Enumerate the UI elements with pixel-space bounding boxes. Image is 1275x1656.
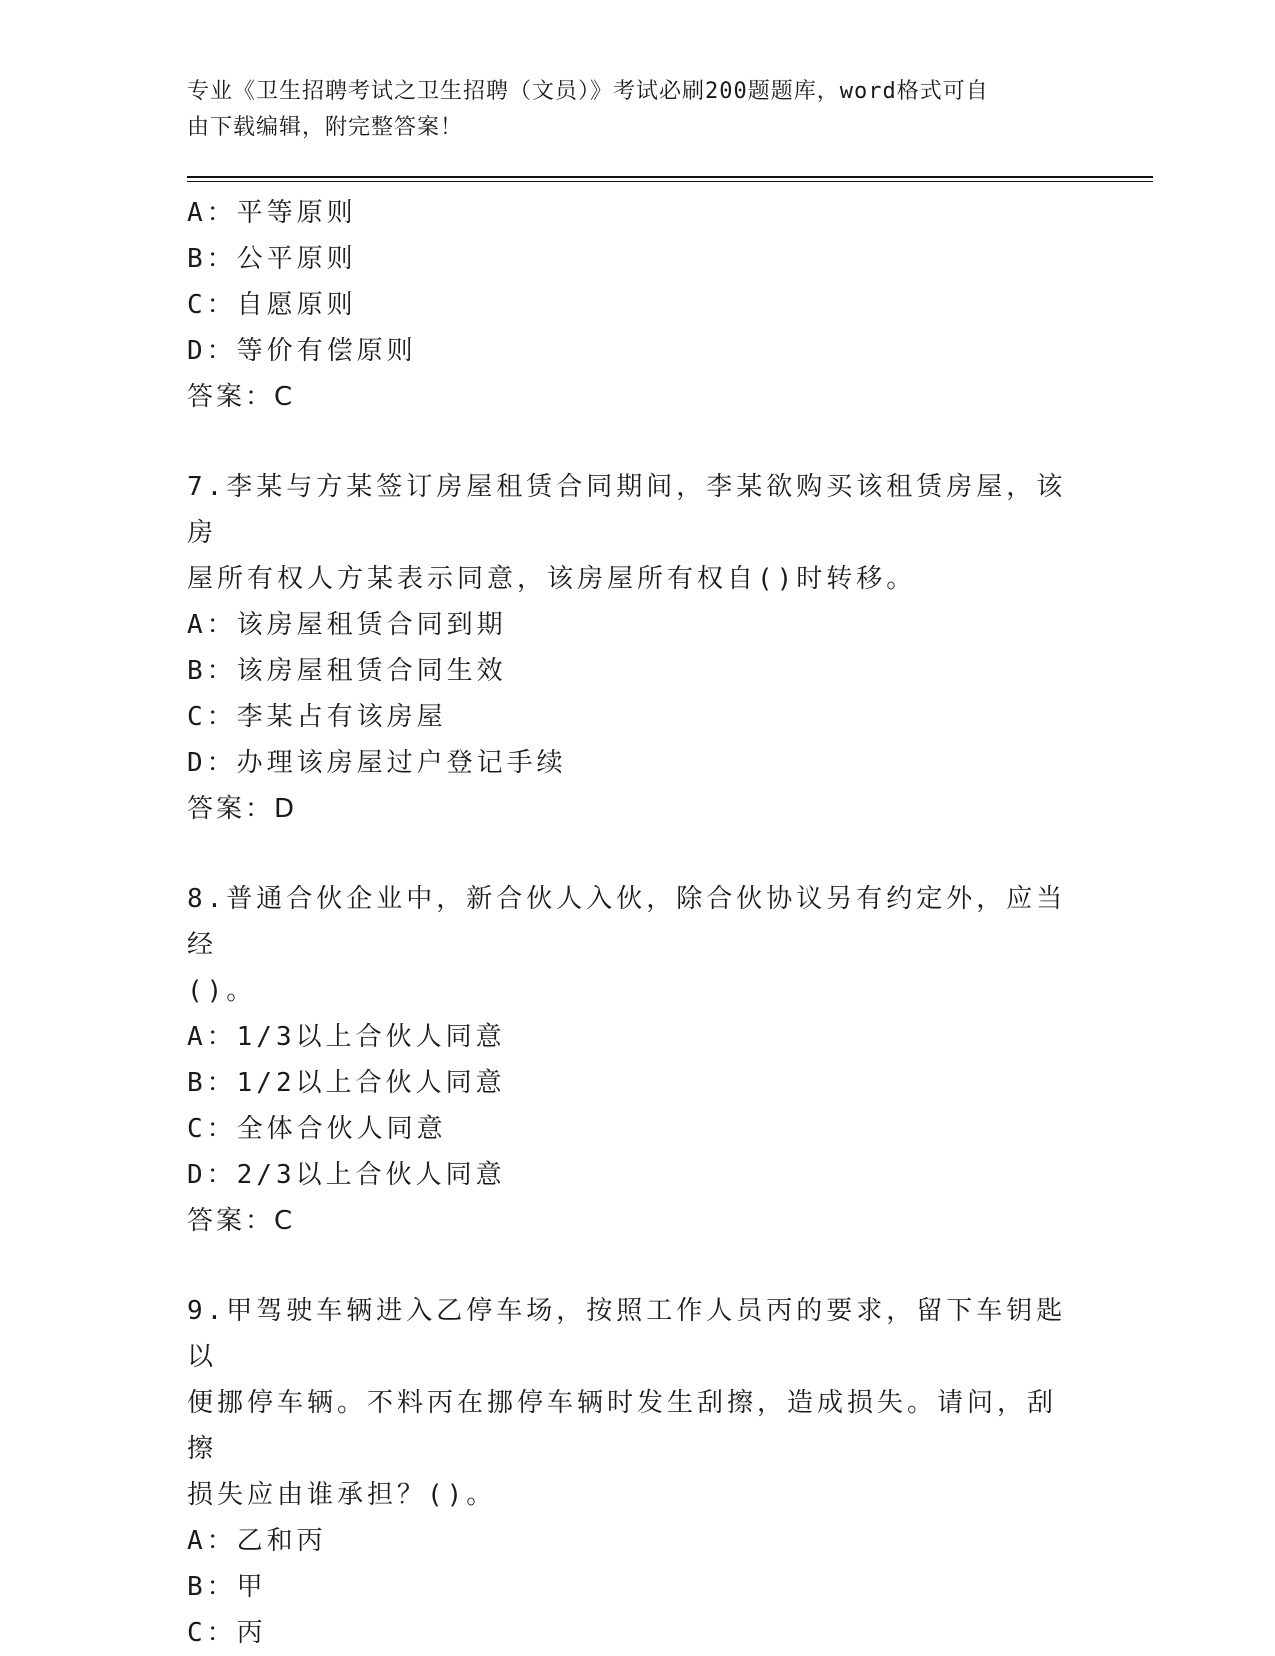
question-9 xyxy=(187,1288,1067,1656)
answer-line: 答案：C xyxy=(187,1206,296,1236)
answer-line: 答案：D xyxy=(187,794,298,824)
stem-line-2: ()。 xyxy=(187,976,257,1006)
question-stem xyxy=(187,876,1067,1014)
question-8 xyxy=(187,876,1067,1244)
option-a: A：1/3以上合伙人同意 xyxy=(187,1022,506,1052)
header-line-2: 由下载编辑，附完整答案！ xyxy=(187,115,464,140)
option-c: C：丙 xyxy=(187,1618,267,1648)
question-list xyxy=(187,190,1067,1656)
option-a: A：该房屋租赁合同到期 xyxy=(187,610,507,640)
question-7 xyxy=(187,464,1067,832)
question-stem xyxy=(187,1288,1067,1518)
option-d: D：2/3以上合伙人同意 xyxy=(187,1160,506,1190)
option-b: B：1/2以上合伙人同意 xyxy=(187,1068,506,1098)
option-c: C：全体合伙人同意 xyxy=(187,1114,447,1144)
option-a: A：平等原则 xyxy=(187,198,357,228)
document-header xyxy=(187,74,1067,146)
option-d: D：办理该房屋过户登记手续 xyxy=(187,748,567,778)
option-b: B：甲 xyxy=(187,1572,267,1602)
option-c: C：自愿原则 xyxy=(187,290,357,320)
header-divider-thin xyxy=(187,181,1153,182)
question-6 xyxy=(187,190,1067,420)
header-line-1: 专业《卫生招聘考试之卫生招聘（文员）》考试必刷200题题库，word格式可自 xyxy=(187,79,989,104)
option-a: A：乙和丙 xyxy=(187,1526,327,1556)
stem-line-3: 损失应由谁承担？()。 xyxy=(187,1480,497,1510)
stem-line-2: 便挪停车辆。不料丙在挪停车辆时发生刮擦，造成损失。请问，刮擦 xyxy=(187,1388,1058,1464)
stem-line-1: 7.李某与方某签订房屋租赁合同期间，李某欲购买该租赁房屋，该房 xyxy=(187,472,1067,548)
stem-line-2: 屋所有权人方某表示同意，该房屋所有权自()时转移。 xyxy=(187,564,917,594)
option-d: D：等价有偿原则 xyxy=(187,336,417,366)
option-c: C：李某占有该房屋 xyxy=(187,702,447,732)
option-b: B：公平原则 xyxy=(187,244,357,274)
header-divider-thick xyxy=(187,176,1153,178)
answer-line: 答案：C xyxy=(187,382,296,412)
question-stem xyxy=(187,464,1067,602)
stem-line-1: 8.普通合伙企业中，新合伙人入伙，除合伙协议另有约定外，应当经 xyxy=(187,884,1067,960)
option-b: B：该房屋租赁合同生效 xyxy=(187,656,507,686)
stem-line-1: 9.甲驾驶车辆进入乙停车场，按照工作人员丙的要求，留下车钥匙以 xyxy=(187,1296,1067,1372)
